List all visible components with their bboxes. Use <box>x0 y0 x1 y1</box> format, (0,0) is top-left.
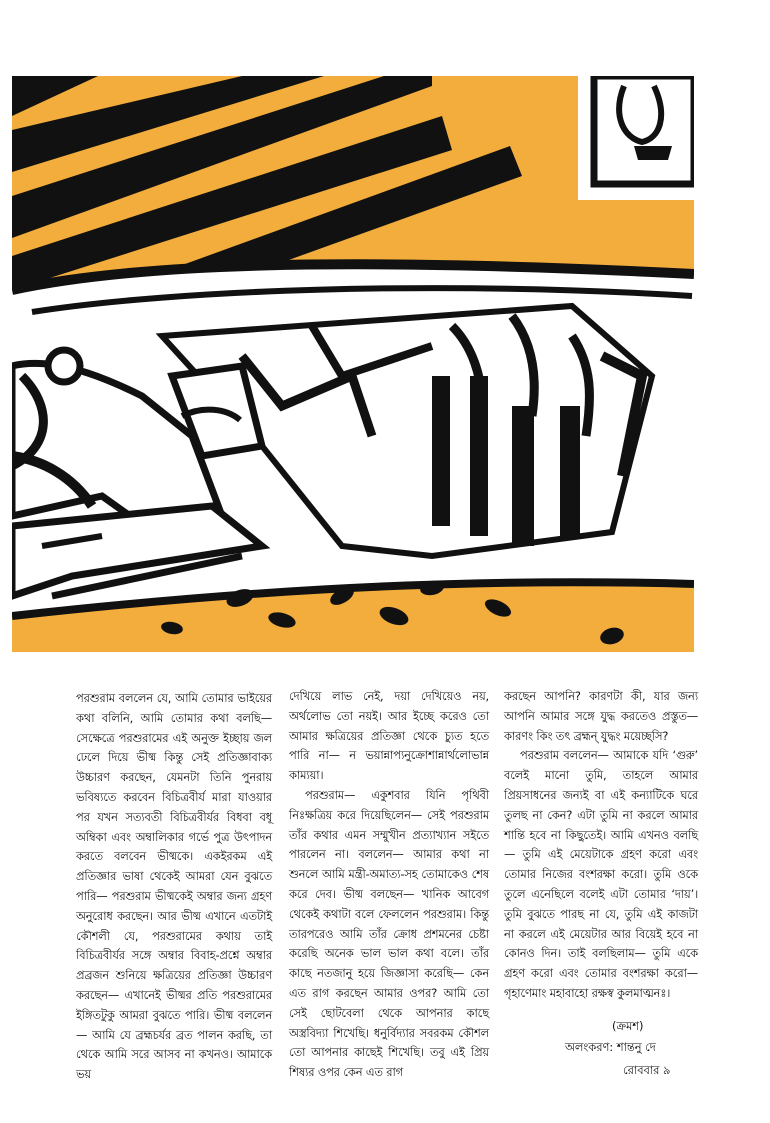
illustration <box>12 76 694 652</box>
illustration-credit: অলংকরণ: শান্তনু দে <box>565 1040 656 1054</box>
woodcut-illustration-graphic <box>12 76 694 652</box>
paragraph: দেখিয়ে লাভ নেই, দয়া দেখিয়েও নয়, অর্থলোভ তো নয়ই। আর ইচ্ছে করেও তো আমার ক্ষত্রিয়ের প্রতিজ্ঞা থেকে চ্যুত হতে পারি না— ন ভয়ান্নাপ্যনুক্রোশান্নার্থলোভান্ন কাম্যয়া। <box>289 689 489 783</box>
paragraph: পরশুরাম— একুশবার যিনি পৃথিবী নিঃক্ষত্রিয় করে দিয়েছিলেন— সেই পরশুরাম তাঁর কথার এমন সম্মুখীন প্রত্যাখ্যান সইতে পারলেন না। বললেন— আমার কথা না শুনলে আমি মন্ত্রী-অমাত্য-সহ তোমাকেও শেষ করে দেব। ভীষ্ম বলছেন— খানিক আবেগ থেকেই কথাটা বলে ফেললেন পরশুরাম। কিন্তু তারপরেও আমি তাঁর ক্রোধ প্রশমনের চেষ্টা করেছি অনেক ভাল ভাল কথা বলে। তাঁর কাছে নতজানু হয়ে জিজ্ঞাসা করেছি— কেন এত রাগ করছেন আমার ওপর? আমি তো সেই ছোটবেলা থেকে আপনার কাছে অস্ত্রবিদ্যা শিখেছি। ধনুর্বিদ্যার সবরকম কৌশল তো আপনার কাছেই শিখেছি। তবু এই প্রিয় শিষ্যর ওপর কেন এত রাগ <box>289 787 489 1080</box>
paragraph: পরশুরাম বললেন যে, আমি তোমার ভাইয়ের কথা বলিনি, আমি তোমার কথা বলছি— সেক্ষেত্রে পরশুরামের এই অনুক্ত ইচ্ছায় জল ঢেলে দিয়ে ভীষ্ম কিন্তু সেই প্রতিজ্ঞাবাক্য উচ্চারণ করছেন, যেমনটা তিনি পুনরায় ভবিষ্যতে করবেন বিচিত্রবীর্য মারা যাওয়ার পর যখন সত্যবতী বিচিত্রবীর্যর বিধবা বধূ অম্বিকা এবং অম্বালিকার গর্ভে পুত্র উৎপাদন করতে বলবেন ভীষ্মকে। একইরকম এই প্রতিজ্ঞার ভাষা থেকেই আমরা যেন বুঝতে পারি— পরশুরাম ভীষ্মকেই অম্বার জন্য গ্রহণ অনুরোধ করছেন। আর ভীষ্ম এখানে এতটাই কৌশলী যে, পরশুরামের কথায় তাই বিচিত্রবীর্যর সঙ্গে অম্বার বিবাহ-প্রশ্নে অম্বার প্রব্রজন শুনিয়ে ক্ষত্রিয়ের প্রতিজ্ঞা উচ্চারণ করছেন— এখানেই ভীষ্মর প্রতি পরশুরামের ইঙ্গিতটুকু আমরা বুঝতে পারি। ভীষ্ম বললেন— আমি যে ব্রহ্মচর্যর ব্রত পালন করছি, তা থেকে আমি সরে আসব না কখনও। আমাকে ভয় <box>76 691 272 1082</box>
paragraph: পরশুরাম বললেন— আমাকে যদি ‘গুরু’ বলেই মানো তুমি, তাহলে আমার প্রিয়সাধনের জন্যই বা এই কন্যাটিকে ঘরে তুলছ না কেন? এটা তুমি না করলে আমার শান্তি হবে না কিছুতেই। আমি এখনও বলছি— তুমি এই মেয়েটাকে গ্রহণ করো এবং তোমার নিজের বংশরক্ষা করো। তুমি ওকে তুলে এনেছিলে বলেই এটা তোমার ‘দায়’। তুমি বুঝতে পারছ না যে, তুমি এই কাজটা না করলে এই মেয়েটার আর বিয়েই হবে না কোনও দিন। তাই বলছিলাম— তুমি একে গ্রহণ করো এবং তোমার বংশরক্ষা করো— গৃহাণেমাং মহাবাহো রক্ষস্ব কুলমাত্মনঃ। <box>504 748 698 1000</box>
text-column-1 <box>76 689 272 1085</box>
page-folio: রোববার ৯ <box>623 1063 671 1077</box>
continued-note: (ক্রমশ) <box>612 1019 644 1033</box>
text-column-3 <box>504 687 698 1004</box>
text-column-2 <box>289 687 489 1083</box>
paragraph: করছেন আপনি? কারণটা কী, যার জন্য আপনি আমার সঙ্গে যুদ্ধ করতেও প্রস্তুত— কারণং কিং তৎ ব্রহ্মন্‌ যুদ্ধং ময়েচ্ছসি? <box>504 689 698 743</box>
